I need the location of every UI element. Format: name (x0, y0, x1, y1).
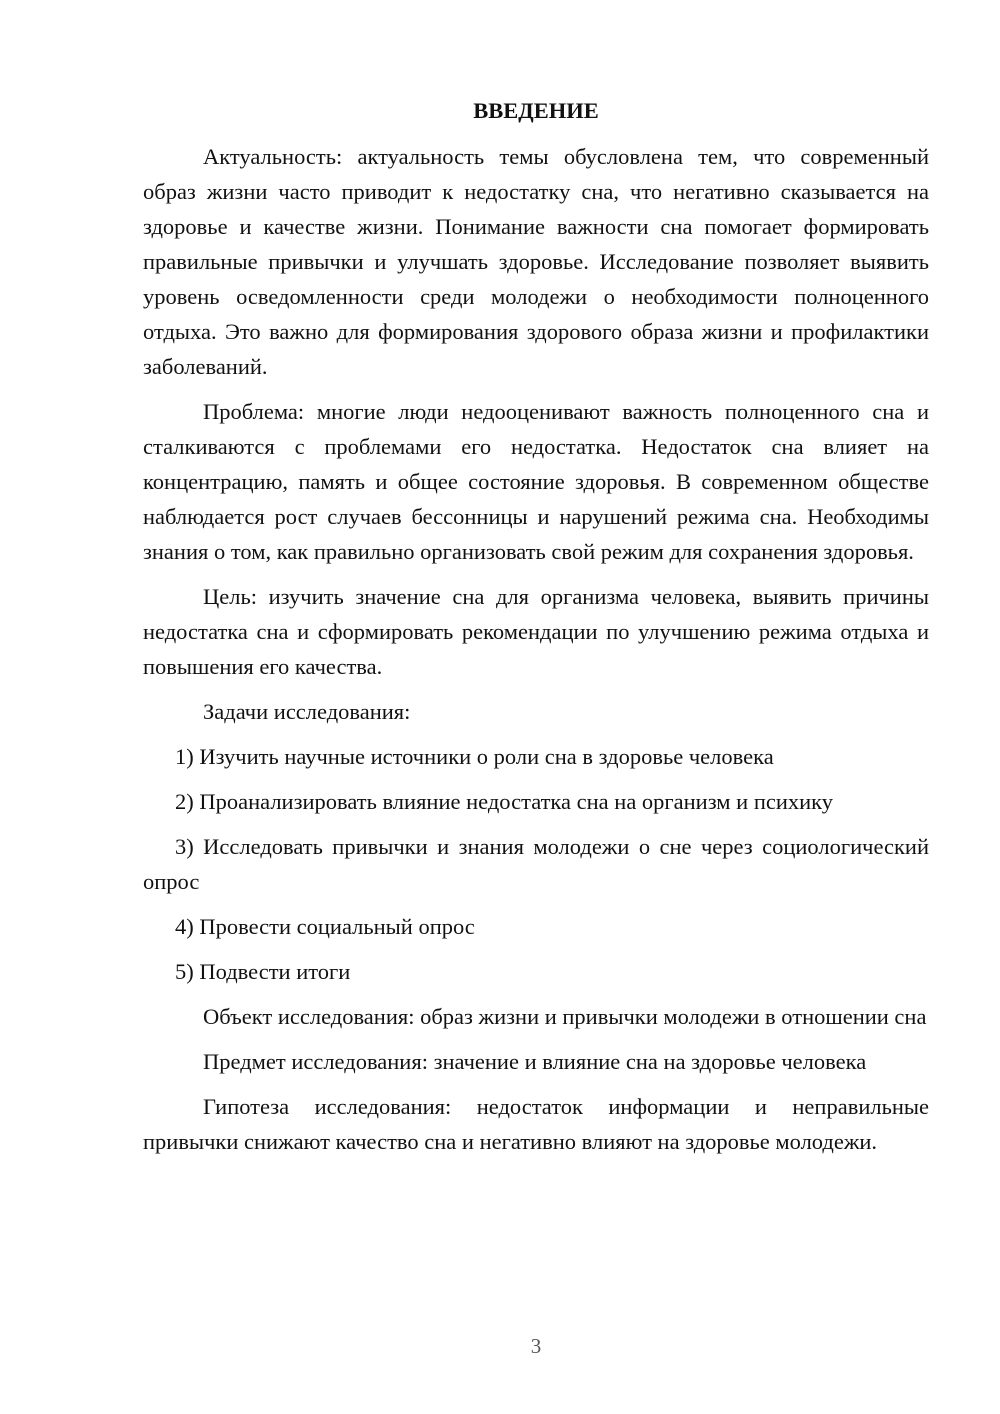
page-number: 3 (530, 1334, 542, 1358)
relevance-paragraph: Актуальность: актуальность темы обусловлена тем, что современный образ жизни часто приводит к недостатку сна, что негативно сказывается на здоровье и качестве жизни. Понимание важности сна помогает формировать правильные привычки и улучшать здоровье. Исследование позволяет выявить уровень осведомленности среди молодежи о необходимости полноценного отдыха. Это важно для формирования здорового образа жизни и профилактики заболеваний. (143, 144, 929, 379)
goal-paragraph: Цель: изучить значение сна для организма человека, выявить причины недостатка сна и сформировать рекомендации по улучшению режима отдыха и повышения его качества. (143, 584, 929, 679)
object-paragraph: Объект исследования: образ жизни и привычки молодежи в отношении сна (203, 1004, 927, 1029)
task-item-4: 4) Провести социальный опрос (175, 914, 475, 939)
problem-paragraph: Проблема: многие люди недооценивают важность полноценного сна и сталкиваются с проблемами его недостатка. Недостаток сна влияет на концентрацию, память и общее состояние здоровья. В современном обществе наблюдается рост случаев бессонницы и нарушений режима сна. Необходимы знания о том, как правильно организовать свой режим для сохранения здоровья. (143, 399, 929, 564)
subject-paragraph: Предмет исследования: значение и влияние сна на здоровье человека (203, 1049, 867, 1074)
section-title: ВВЕДЕНИЕ (473, 98, 599, 123)
task-item-3: 3) Исследовать привычки и знания молодежи о сне через социологический опрос (143, 834, 929, 894)
task-item-2: 2) Проанализировать влияние недостатка сна на организм и психику (175, 789, 834, 814)
page-content (143, 96, 929, 1169)
task-item-5: 5) Подвести итоги (175, 959, 351, 984)
hypothesis-paragraph: Гипотеза исследования: недостаток информации и неправильные привычки снижают качество сна и негативно влияют на здоровье молодежи. (143, 1094, 929, 1154)
task-item-1: 1) Изучить научные источники о роли сна в здоровье человека (175, 744, 774, 769)
tasks-heading: Задачи исследования: (203, 699, 411, 724)
